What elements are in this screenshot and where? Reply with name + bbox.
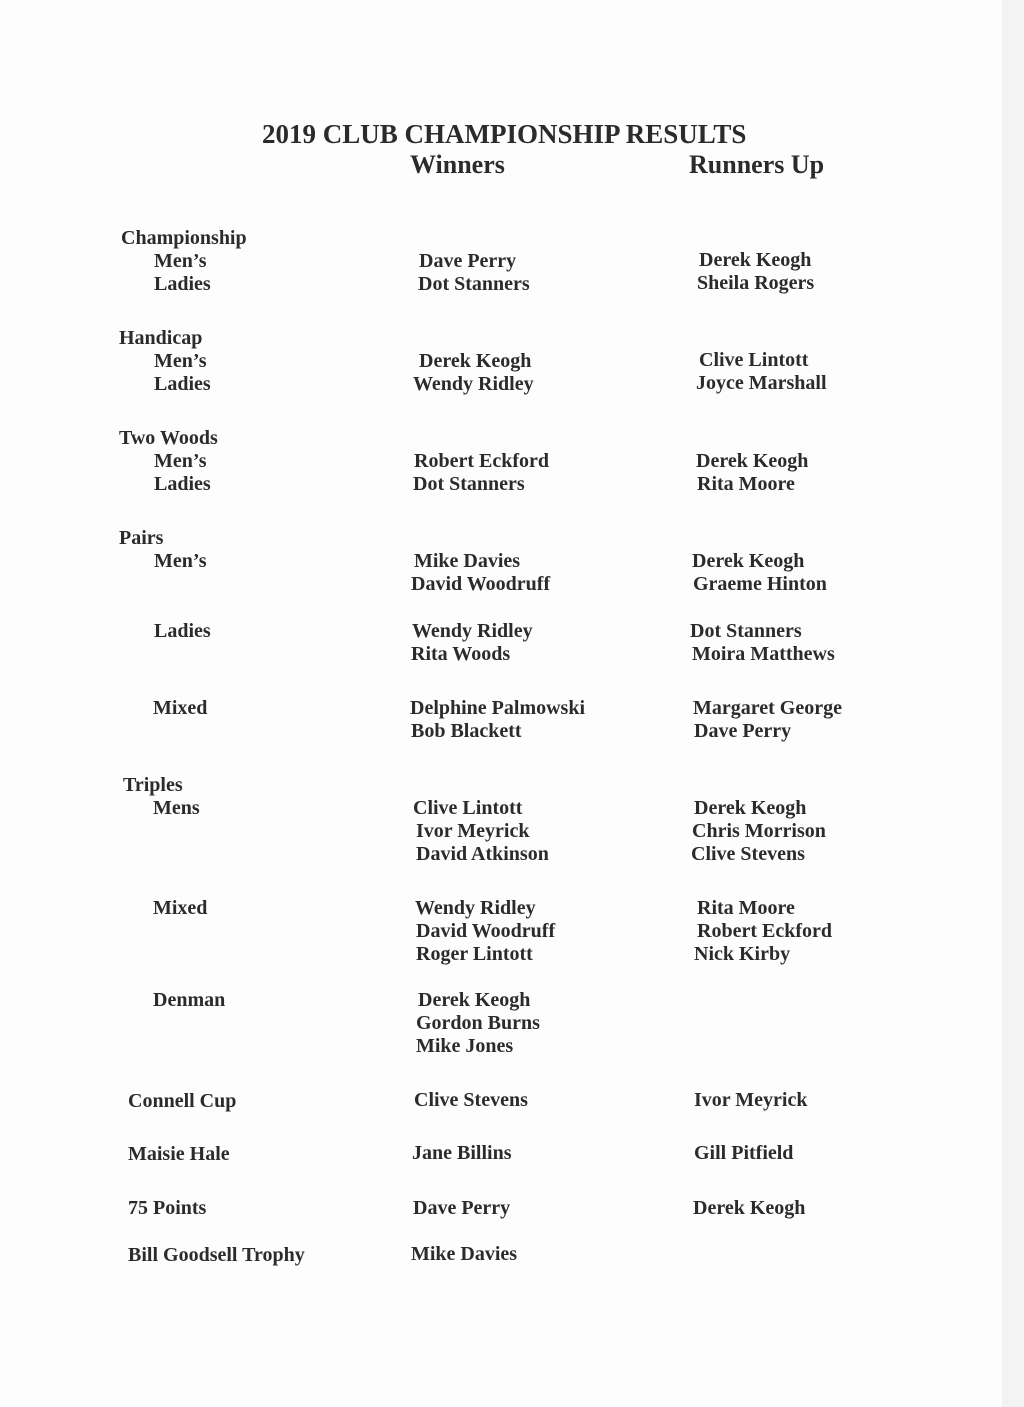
runner-up-name: Rita Moore bbox=[697, 897, 795, 919]
winner-name: Wendy Ridley bbox=[413, 373, 534, 395]
runner-up-name: Gill Pitfield bbox=[694, 1142, 794, 1164]
winner-name: David Woodruff bbox=[411, 573, 551, 595]
scan-edge bbox=[1002, 0, 1024, 1407]
runner-up-name: Clive Lintott bbox=[699, 349, 809, 371]
runner-up-name: Ivor Meyrick bbox=[694, 1089, 808, 1111]
winner-name: Dot Stanners bbox=[413, 473, 525, 495]
winner-name: Derek Keogh bbox=[418, 989, 531, 1011]
winner-name: Mike Davies bbox=[414, 550, 521, 572]
runner-up-name: Graeme Hinton bbox=[693, 573, 827, 595]
winner-name: Dave Perry bbox=[419, 250, 517, 272]
runners-up-header: Runners Up bbox=[689, 150, 825, 179]
winner-name: Roger Lintott bbox=[416, 943, 533, 965]
runner-up-name: Dot Stanners bbox=[690, 620, 802, 642]
category-label: Mixed bbox=[153, 697, 208, 719]
category-label: Ladies bbox=[154, 273, 211, 295]
winner-name: Mike Davies bbox=[411, 1243, 518, 1265]
winner-name: Dave Perry bbox=[413, 1197, 511, 1219]
runner-up-name: Dave Perry bbox=[694, 720, 792, 742]
winner-name: Wendy Ridley bbox=[412, 620, 533, 642]
winner-name: Dot Stanners bbox=[418, 273, 530, 295]
category-label: Ladies bbox=[154, 373, 211, 395]
runner-up-name: Nick Kirby bbox=[694, 943, 791, 965]
runner-up-name: Chris Morrison bbox=[692, 820, 826, 842]
section-bill-goodsell-trophy: Bill Goodsell Trophy bbox=[128, 1244, 305, 1266]
winner-name: Derek Keogh bbox=[419, 350, 532, 372]
category-label: Mixed bbox=[153, 897, 208, 919]
category-label: Denman bbox=[153, 989, 226, 1011]
winner-name: Jane Billins bbox=[412, 1142, 512, 1164]
runner-up-name: Robert Eckford bbox=[697, 920, 832, 942]
winner-name: Rita Woods bbox=[411, 643, 511, 665]
winner-name: David Atkinson bbox=[416, 843, 549, 865]
winner-name: Clive Stevens bbox=[414, 1089, 528, 1111]
winner-name: Bob Blackett bbox=[411, 720, 522, 742]
runner-up-name: Clive Stevens bbox=[691, 843, 805, 865]
winner-name: David Woodruff bbox=[416, 920, 556, 942]
winner-name: Delphine Palmowski bbox=[410, 697, 586, 719]
runner-up-name: Derek Keogh bbox=[696, 450, 809, 472]
section-connell-cup: Connell Cup bbox=[128, 1090, 237, 1112]
category-label: Men’s bbox=[154, 550, 207, 572]
section-two-woods: Two Woods bbox=[119, 427, 218, 449]
winner-name: Wendy Ridley bbox=[415, 897, 536, 919]
category-label: Ladies bbox=[154, 473, 211, 495]
category-label: Ladies bbox=[154, 620, 211, 642]
section-75-points: 75 Points bbox=[128, 1197, 207, 1219]
runner-up-name: Derek Keogh bbox=[692, 550, 805, 572]
runner-up-name: Derek Keogh bbox=[694, 797, 807, 819]
winners-header: Winners bbox=[410, 150, 505, 179]
runner-up-name: Moira Matthews bbox=[692, 643, 835, 665]
winner-name: Gordon Burns bbox=[416, 1012, 540, 1034]
section-triples: Triples bbox=[123, 774, 183, 796]
section-maisie-hale: Maisie Hale bbox=[128, 1143, 230, 1165]
runner-up-name: Derek Keogh bbox=[699, 249, 812, 271]
runner-up-name: Sheila Rogers bbox=[697, 272, 815, 294]
runner-up-name: Margaret George bbox=[693, 697, 842, 719]
winner-name: Clive Lintott bbox=[413, 797, 523, 819]
winner-name: Robert Eckford bbox=[414, 450, 549, 472]
category-label: Men’s bbox=[154, 350, 207, 372]
section-pairs: Pairs bbox=[119, 527, 164, 549]
category-label: Men’s bbox=[154, 250, 207, 272]
category-label: Mens bbox=[153, 797, 200, 819]
section-handicap: Handicap bbox=[119, 327, 203, 349]
winner-name: Mike Jones bbox=[416, 1035, 514, 1057]
winner-name: Ivor Meyrick bbox=[416, 820, 530, 842]
category-label: Men’s bbox=[154, 450, 207, 472]
page-title: 2019 CLUB CHAMPIONSHIP RESULTS bbox=[262, 119, 747, 149]
runner-up-name: Derek Keogh bbox=[693, 1197, 806, 1219]
runner-up-name: Joyce Marshall bbox=[696, 372, 827, 394]
section-championship: Championship bbox=[121, 227, 247, 249]
runner-up-name: Rita Moore bbox=[697, 473, 795, 495]
